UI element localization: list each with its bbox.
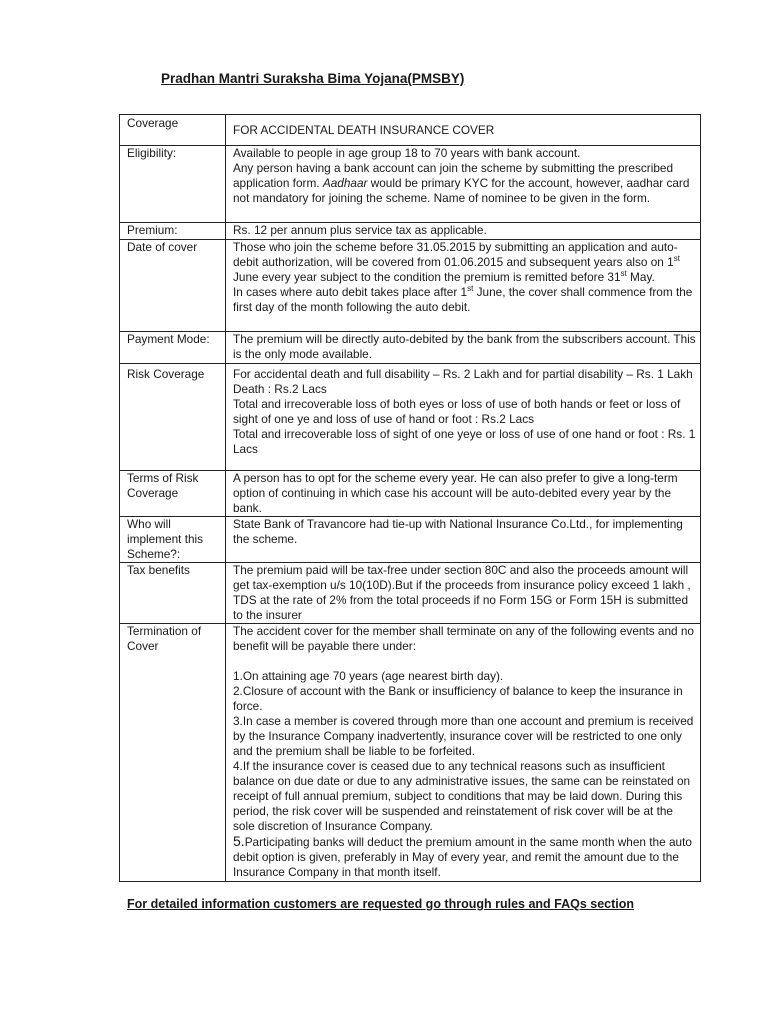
eligibility-text: Any person having a bank account can join the scheme by submitting the prescribed application form. [233,161,674,190]
payment-mode-value: The premium will be directly auto-debited by the bank from the subscribers account. This is the only mode available. [226,332,701,364]
date-of-cover-para [233,285,696,315]
row-label: Eligibility: [120,146,226,223]
eligibility-text: would be primary KYC for the account, however, aadhar card not mandatory for joining the scheme. Name of nominee to be given in the form. [233,176,690,205]
coverage-value: FOR ACCIDENTAL DEATH INSURANCE COVER [226,115,701,146]
termination-item: 2.Closure of account with the Bank or insufficiency of balance to keep the insurance in force. [233,684,683,713]
risk-line: Total and irrecoverable loss of sight of one yeye or loss of use of one hand or foot : Rs. 1 Lacs [233,427,696,456]
termination-item: 4.If the insurance cover is ceased due to any technical reasons such as insufficient balance on due date or due to any administrative issues, the same can be reinstated on receipt of full annual premium, subject to conditions that may be laid down. During this period, the risk cover will be suspended and reinstatement of risk cover will be at the sole discretion of Insurance Company. [233,759,691,833]
row-label: Termination of Cover [120,624,226,882]
blank-line [233,654,696,669]
who-implement-value: State Bank of Travancore had tie-up with National Insurance Co.Ltd., for implementing the scheme. [226,517,701,563]
ordinal-suffix: st [620,269,627,279]
risk-line: Total and irrecoverable loss of both eyes or loss of use of both hands or feet or loss of sight of one ye and loss of use of hand or foot : Rs.2 Lacs [233,397,681,426]
row-label: Coverage [120,115,226,146]
table-row-coverage [120,115,701,146]
termination-intro: The accident cover for the member shall terminate on any of the following events and no benefit will be payable there under: [233,624,694,653]
tax-benefits-value: The premium paid will be tax-free under section 80C and also the proceeds amount will get tax-exemption u/s 10(10D).But if the proceeds from insurance policy exceed 1 lakh , TDS at the rate of 2% from the total proceeds if no Form 15G or Form 15H is submitted to the insurer [226,563,701,624]
row-label: Payment Mode: [120,332,226,364]
termination-item [233,834,696,880]
row-label: Risk Coverage [120,364,226,471]
eligibility-value [226,146,701,223]
row-label: Terms of Risk Coverage [120,471,226,517]
risk-line: For accidental death and full disability – Rs. 2 Lakh and for partial disability – Rs. 1 Lakh [233,367,693,381]
item-number: 5. [233,833,245,849]
termination-text: Participating banks will deduct the premium amount in the same month when the auto debit option is given, preferably in May of every year, and remit the amount due to the Insurance Company in that month itself. [233,835,692,879]
table-row-eligibility [120,146,701,223]
date-of-cover-value [226,240,701,332]
table-row-payment-mode [120,332,701,364]
row-label: Who will implement this Scheme?: [120,517,226,563]
date-text: In cases where auto debit takes place after 1 [233,285,468,299]
aadhaar-term: Aadhaar [322,176,368,190]
terms-of-risk-value: A person has to opt for the scheme every year. He can also prefer to give a long-term option of continuing in which case his account will be auto-debited every year by the bank. [226,471,701,517]
table-row-termination [120,624,701,882]
table-row-date-of-cover [120,240,701,332]
table-row-risk-coverage [120,364,701,471]
date-of-cover-para [233,240,696,285]
date-text: June every year subject to the condition the premium is remitted before 31 [233,270,621,284]
document-title: Pradhan Mantri Suraksha Bima Yojana(PMSBY) [161,71,465,86]
pmsby-details-table [119,114,701,882]
table-row-tax-benefits [120,563,701,624]
risk-coverage-value [226,364,701,471]
table-row-who-implement [120,517,701,563]
row-label: Tax benefits [120,563,226,624]
date-text: May. [626,270,655,284]
eligibility-kyc-text [233,161,696,206]
row-label: Date of cover [120,240,226,332]
termination-item: 3.In case a member is covered through more than one account and premium is received by the Insurance Company inadvertently, insurance cover will be restricted to one only and the premium shall be liable to be forfeited. [233,714,694,758]
premium-value: Rs. 12 per annum plus service tax as applicable. [226,223,701,240]
risk-line: Death : Rs.2 Lacs [233,382,327,396]
table-row-terms-of-risk [120,471,701,517]
date-text: June, the cover shall commence from the first day of the month following the auto debit. [233,285,693,314]
eligibility-line: Available to people in age group 18 to 70 years with bank account. [233,146,581,160]
termination-item: 1.On attaining age 70 years (age nearest birth day). [233,669,504,683]
termination-value [226,624,701,882]
footer-note: For detailed information customers are requested go through rules and FAQs section [127,897,635,911]
table-row-premium [120,223,701,240]
date-text: Those who join the scheme before 31.05.2015 by submitting an application and auto-debit authorization, will be covered from 01.06.2015 and subsequent years also on 1 [233,240,678,269]
ordinal-suffix: st [467,284,474,294]
row-label: Premium: [120,223,226,240]
ordinal-suffix: st [673,254,680,264]
